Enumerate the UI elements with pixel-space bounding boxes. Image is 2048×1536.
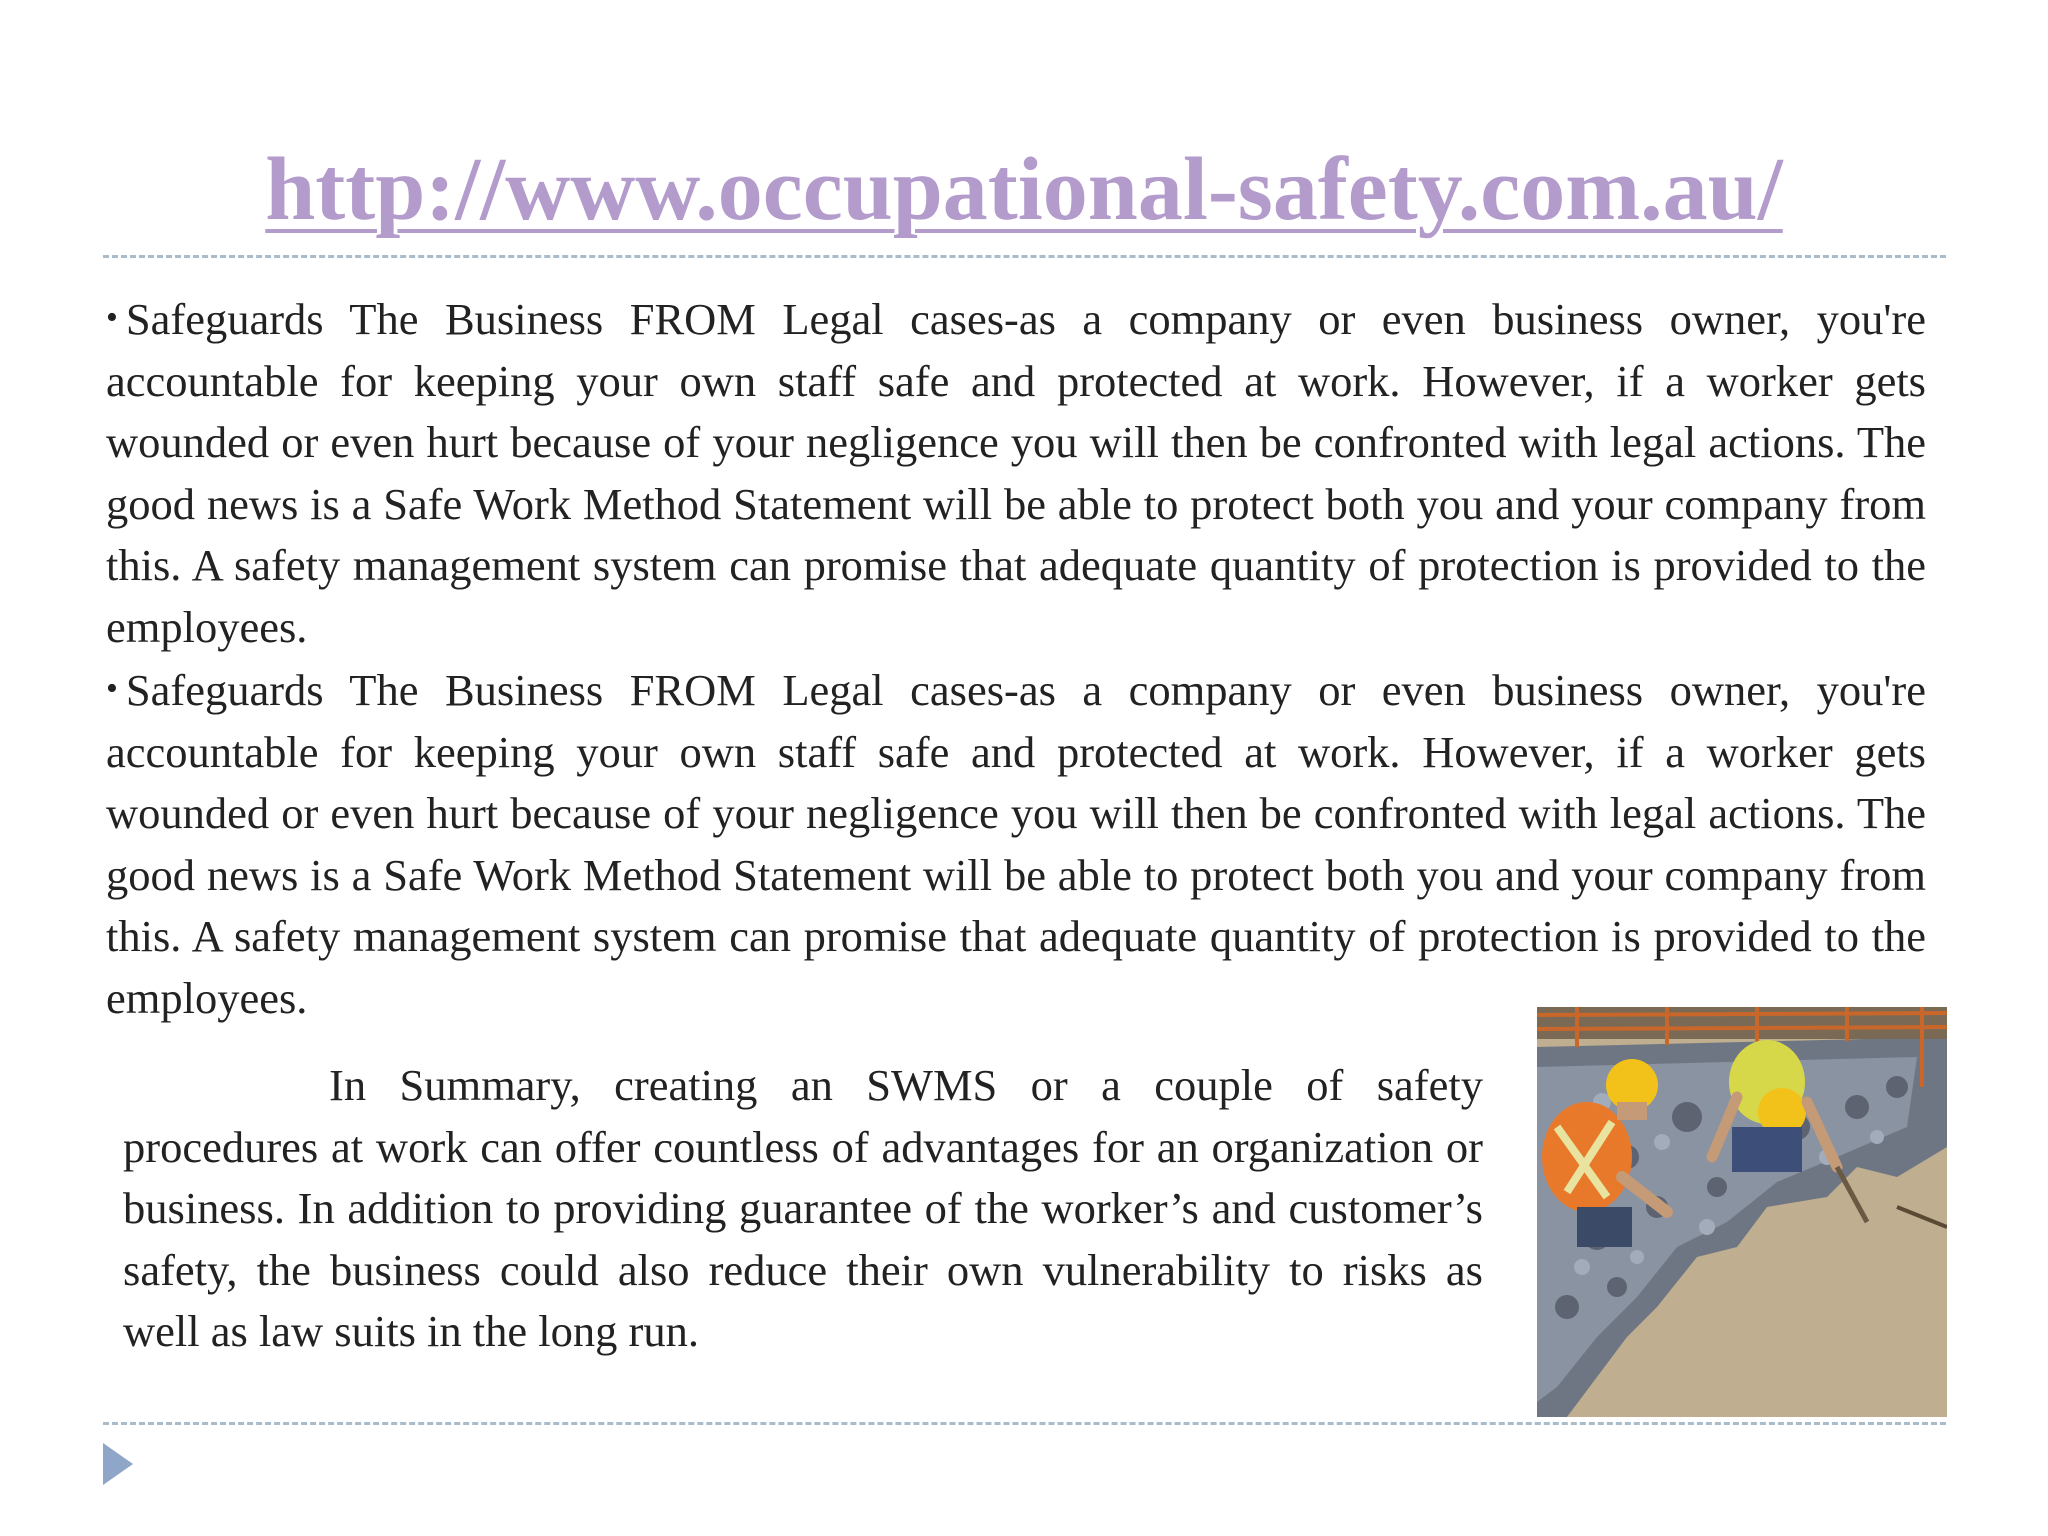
bullet-marker: •	[106, 670, 118, 707]
construction-workers-photo	[1537, 1007, 1947, 1417]
bullet-text: Safeguards The Business FROM Legal cases-as a company or even business owner, you're accountable for keeping your own staff safe and protected at work. However, if a worker gets wounded or even hurt because of your negligence you will then be confronted with legal actions. The good news is a Safe Work Method Statement will be able to protect both you and your company from this. A safety management system can promise that adequate quantity of protection is provided to the employees.	[106, 665, 1926, 1023]
page-title-link[interactable]: http://www.occupational-safety.com.au/	[265, 140, 1783, 239]
bullet-text: Safeguards The Business FROM Legal cases-as a company or even business owner, you're accountable for keeping your own staff safe and protected at work. However, if a worker gets wounded or even hurt because of your negligence you will then be confronted with legal actions. The good news is a Safe Work Method Statement will be able to protect both you and your company from this. A safety management system can promise that adequate quantity of protection is provided to the employees.	[106, 294, 1926, 652]
top-divider	[103, 255, 1946, 258]
bullet-item	[106, 658, 1926, 1029]
bullet-marker: •	[106, 299, 118, 336]
bottom-divider	[103, 1422, 1946, 1425]
next-slide-arrow-icon[interactable]	[103, 1443, 133, 1485]
bullet-item	[106, 287, 1926, 658]
summary-paragraph: In Summary, creating an SWMS or a couple of safety procedures at work can offer countless of advantages for an organization or business. In addition to providing guarantee of the worker’s and customer’s safety, the business could also reduce their own vulnerability to risks as well as law suits in the long run.	[123, 1060, 1483, 1356]
bullet-list	[106, 287, 1926, 1029]
